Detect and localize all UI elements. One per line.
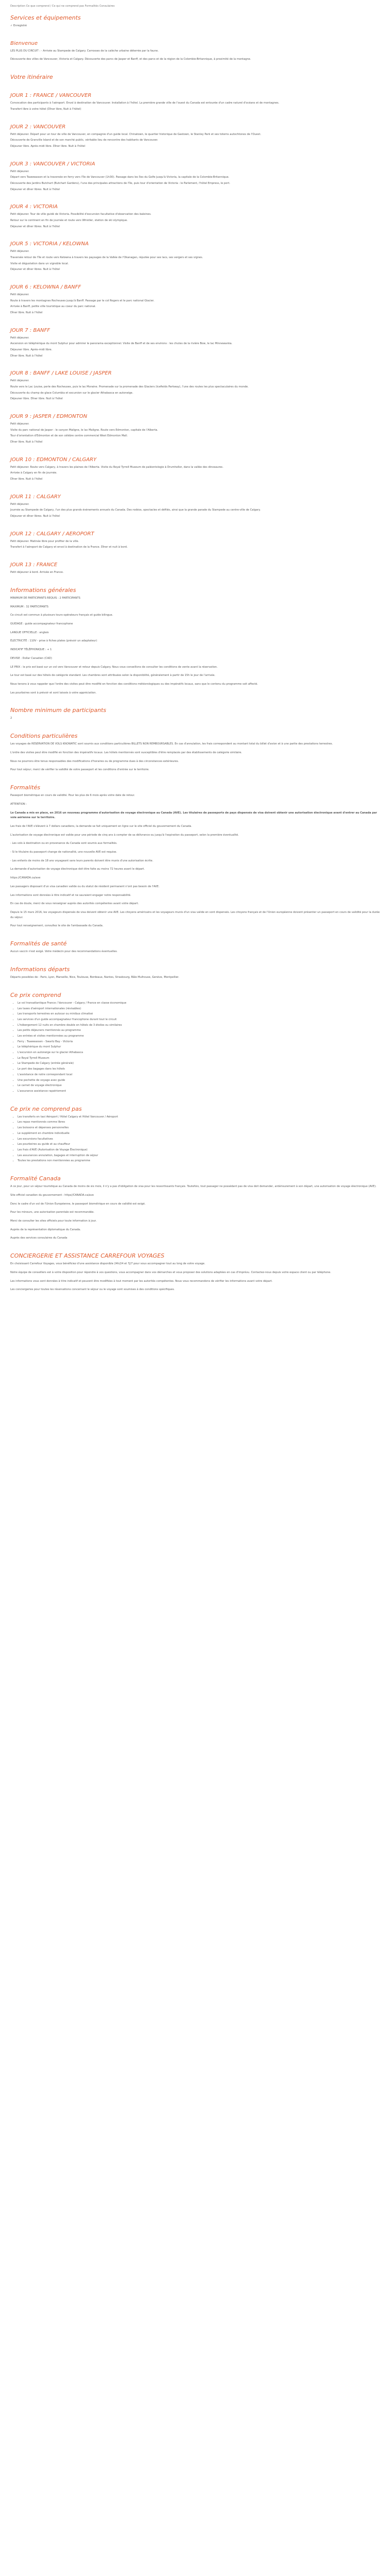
day-text: Déjeuner libre. Après-midi libre. [10, 348, 53, 352]
day-text: Convocation des participants à l'aéroport. Envol à destination de Vancouver. Installation à l'hôtel. La première grande ville de l'ouest du Canada est entourée d'un cadre naturel d'océans et de montagnes. [10, 101, 280, 105]
bienvenue-p2: Découverte des villes de Vancouver, Victoria et Calgary. Découverte des parcs de Jasper et Banff, et des parcs et de la région de la Colombie-Britannique, à proximité de la montagne. [10, 58, 251, 61]
form-p13: Depuis le 15 mars 2016, les voyageurs dispensés de visa doivent obtenir une AVE. Les citoyens américains et les voyageurs munis d'un visa valide en sont dispensés. Les citoyens français et de l'Union européenne doivent présenter un passeport en cours de validité pour la durée du séjour. [10, 910, 380, 919]
day-text: Arrivée à Banff, petite ville touristique au coeur du parc national. [10, 305, 96, 309]
cond-p2: L'ordre des visites peut être modifié en fonction des impératifs locaux. Les hôtels mentionnés sont susceptibles d'être remplacés par des établissements de catégorie similaire. [10, 751, 242, 755]
day-text: Déjeuner libre. Après-midi libre. Dîner libre. Nuit à l'hôtel [10, 144, 86, 148]
day-text: Déjeuner et dîner libres. Nuit à l'hôtel [10, 268, 60, 272]
list-item: • Le téléphérique du mont Sulphur [18, 1045, 381, 1050]
itinerary-day [10, 204, 381, 229]
day-text: Déjeuner et dîner libres. Nuit à l'hôtel [10, 225, 60, 228]
list-item: • Les entrées et visites mentionnées au programme [18, 1034, 381, 1039]
day-text: Ascension en téléphérique du mont Sulphur pour admirer le panorama exceptionnel. Visite de Banff et de ses environs : les chutes de la rivière Bow, le lac Minnewanka. [10, 342, 233, 346]
infos-p8: DEVISE : Dollar Canadien (CAD) [10, 656, 52, 660]
cond-p4: Pour tout séjour, merci de vérifier la validité de votre passeport et les conditions d'entrée sur le territoire. [10, 768, 150, 772]
infos-p3: Ce circuit est commun à plusieurs tours-opérateurs français et guide bilingue. [10, 614, 113, 617]
itinerary-day [10, 327, 381, 359]
list-item: • Les petits déjeuners mentionnés au programme [18, 1028, 381, 1033]
departs-heading: Informations départs [10, 965, 70, 973]
infos-p10: Le tour est basé sur des hôtels de catégorie standard. Les chambres sont attribuées selon la disponibilité, généralement à partir de 15h le jour de l'arrivée. [10, 674, 216, 677]
infos-p1: MINIMUM DE PARTICIPANTS REQUIS : 2 PARTICIPANTS [10, 597, 80, 600]
list-item: • Ferry : Tsawwassen - Swartz Bay - Victoria [18, 1040, 381, 1045]
bienvenue-heading: Bienvenue [10, 40, 38, 46]
excludes-list [10, 1115, 381, 1164]
cond-p3: Nous ne pourrons être tenus responsables des modifications d'horaires ou de programme dues à des circonstances extérieures. [10, 759, 179, 763]
day-text: Journée au Stampede de Calgary, l'un des plus grands évènements annuels du Canada. Des rodéos, spectacles et défilés, ainsi que la grande parade du Stampede au centre-ville de Calgary. [10, 509, 261, 512]
day-text: Découverte de Granville Island et de son marché public, véritable lieu de rencontre des habitants de Vancouver. [10, 139, 158, 142]
day-title: JOUR 5 : VICTORIA / KELOWNA [10, 241, 89, 247]
day-text: Petit déjeuner. Matinée libre pour profiter de la ville. [10, 539, 79, 543]
assist-p3: Les informations vous sont données à titre indicatif et peuvent être modifiées à tout moment par les autorités compétentes. Nous vous recommandons de vérifier les informations avant votre départ. [10, 1279, 273, 1283]
day-text: Petit déjeuner. Route vers Calgary, à travers les plaines de l'Alberta. Visite du Royal Tyrrell Museum de paléontologie à Drumheller, dans la vallée des dinosaures. [10, 465, 223, 469]
day-text: Petit déjeuner. Départ pour un tour de ville de Vancouver, en compagnie d'un guide local. Chinatown, le quartier historique de Gastown, le Stanley Park et ses totems autochtones de l'Ouest. [10, 132, 262, 136]
assist-p2: Notre équipe de conseillers est à votre disposition pour répondre à vos questions, vous accompagner dans vos démarches et vous proposer des solutions adaptées en cas d'imprévu. Contactez-nous depuis votre espace client ou par téléphone. [10, 1270, 331, 1274]
day-title: JOUR 10 : EDMONTON / CALGARY [10, 456, 96, 463]
list-item: • Le port des bagages dans les hôtels [18, 1067, 381, 1072]
form-p5: - Les vols à destination ou en provenance du Canada sont soumis aux formalités. [10, 842, 118, 845]
day-text: Transfert libre à votre hôtel (Dîner libre, Nuit à l'hôtel) [10, 107, 82, 111]
list-item: • Les frais d'AVE (Autorisation de Voyage Électronique) [18, 1148, 381, 1153]
list-item: • Le Stampede de Calgary (entrée générale) [18, 1061, 381, 1066]
infos-p9: LE PRIX : le prix est basé sur un vol vers Vancouver et retour depuis Calgary. Nous vous conseillons de consulter les conditions de vente avant la réservation. [10, 665, 218, 669]
itinerary-day [10, 413, 381, 445]
list-item: • Les pourboires au guide et au chauffeur [18, 1142, 381, 1147]
includes-list [10, 1001, 381, 1094]
itinerary-day [10, 161, 381, 193]
day-title: JOUR 8 : BANFF / LAKE LOUISE / JASPER [10, 370, 112, 377]
infos-heading: Informations générales [10, 586, 76, 594]
day-title: JOUR 3 : VANCOUVER / VICTORIA [10, 161, 95, 167]
list-item: • L'assurance assistance rapatriement [18, 1089, 381, 1094]
assist-p4: Les conciergeries pour toutes les réservations concernant le séjour ou le voyage sont soumises à des conditions spécifiques. [10, 1288, 175, 1292]
sante-heading: Formalités de santé [10, 940, 67, 947]
consul-p5: Merci de consulter les sites officiels pour toute information à jour. [10, 1219, 97, 1223]
min-value: 2 [10, 717, 12, 720]
day-title: JOUR 6 : KELOWNA / BANFF [10, 284, 81, 291]
day-text: Petit déjeuner. [10, 502, 29, 506]
sante-p1: Aucun vaccin n'est exigé. Votre médecin pour des recommandations éventuelles. [10, 950, 118, 954]
min-heading: Nombre minimum de participants [10, 707, 106, 714]
consul-p1: A ce jour, pour un séjour touristique au Canada de moins de six mois, il n'y a pas d'obligation de visa pour les ressortissants français. Toutefois, tout passager ne possédant pas de visa doit demander, antérieurement à son départ, une autorisation de voyage électronique (AVE). [10, 1185, 377, 1189]
form-p7: - Les enfants de moins de 18 ans voyageant sans leurs parents doivent être munis d'une autorisation écrite. [10, 859, 153, 862]
day-text: Visite et dégustation dans un vignoble local. [10, 262, 69, 265]
day-text: Petit déjeuner à bord. Arrivée en France. [10, 571, 64, 574]
day-text: Route vers le Lac Louise, perle des Rocheuses, puis le lac Moraine. Promenade sur la promenade des Glaciers (Icefields Parkway), l'une des routes les plus spectaculaires du monde. [10, 385, 249, 389]
list-item: • L'hébergement 12 nuits en chambre double en hôtels de 3 étoiles ou similaires [18, 1023, 381, 1028]
day-text: Déjeuner et dîner libres. Nuit à l'hôtel [10, 515, 60, 518]
list-item: • Les transferts en taxi Aéroport / Hôtel Calgary et Hôtel Vancouver / Aéroport [18, 1115, 381, 1120]
assistance-heading: CONCIERGERIE ET ASSISTANCE CARREFOUR VOYAGES [10, 1252, 165, 1259]
consul-p4: Pour les mineurs, une autorisation parentale est recommandée. [10, 1211, 94, 1214]
day-title: JOUR 12 : CALGARY / AEROPORT [10, 531, 94, 537]
day-text: Découverte des Jardins Butchart (Butchart Gardens), l'une des principales attractions de l'île, puis tour d'orientation de Victoria : le Parlement, l'hôtel Empress, le port. [10, 181, 231, 185]
list-item: • Les taxes d'aéroport internationales (révisables) [18, 1007, 381, 1012]
services-heading: Services et équipements [10, 14, 81, 21]
day-text: Traversée retour de l'île et route vers Kelowna à travers les paysages de la Vallée de l'Okanagan, réputée pour ses lacs, ses vergers et ses vignes. [10, 256, 203, 260]
infos-p5: LANGUE OFFICIELLE : anglais [10, 631, 49, 634]
form-p8: La demande d'autorisation de voyage électronique doit être faite au moins 72 heures avant le départ. [10, 868, 145, 871]
day-text: Départ vers Tsawwassen et la traversée en ferry vers l'île de Vancouver (1h30). Passage dans les îles du Golfe jusqu'à Victoria, la capitale de la Colombie-Britannique. [10, 176, 230, 179]
list-item: • Les excursions facultatives [18, 1137, 381, 1142]
list-item: • Le supplément en chambre individuelle [18, 1131, 381, 1137]
day-text: Tour d'orientation d'Edmonton et de son célèbre centre commercial West Edmonton Mall. [10, 434, 128, 438]
excludes-heading: Ce prix ne comprend pas [10, 1105, 82, 1112]
includes-heading: Ce prix comprend [10, 991, 61, 998]
consul-p7: Auprès des services consulaires du Canada [10, 1236, 68, 1240]
cond-p1: Les voyages de RESERVATION DE VOLS KNOWATIC sont soumis aux conditions particulières BILLETS NON REMBOURSABLES. En cas d'annulation, les frais correspondent au montant total du billet d'avion et à une partie des prestations terrestres. [10, 742, 333, 746]
day-title: JOUR 11 : CALGARY [10, 494, 61, 500]
bienvenue-p1: LES PLUS DU CIRCUIT : - Arrivée au Stampede de Calgary. Carrosses de la calèche urbaine déterrée par la faune. [10, 49, 159, 53]
day-text: Dîner libre. Nuit à l'hôtel [10, 311, 43, 315]
form-p10: Les passagers disposant d'un visa canadien valide ou du statut de résident permanent n'ont pas besoin de l'AVE. [10, 885, 159, 888]
day-text: Déjeuner et dîner libres. Nuit à l'hôtel [10, 188, 60, 191]
consul-p6: Auprès de la représentation diplomatique du Canada. [10, 1228, 81, 1231]
itinerary-day [10, 241, 381, 273]
day-text: Route à travers les montagnes Rocheuses jusqu'à Banff. Passage par le col Rogers et le parc national Glacier. [10, 299, 155, 302]
itinerary-day [10, 531, 381, 550]
assist-p1: En choisissant Carrefour Voyages, vous bénéficiez d'une assistance disponible 24h/24 et 7j/7 pour vous accompagner tout au long de votre voyage. [10, 1262, 205, 1266]
list-item: • Les transports terrestres en autocar ou minibus climatisé [18, 1012, 381, 1017]
form-p2: Le Canada a mis en place, en 2016 un nouveau programme d'autorisation de voyage électronique au Canada (AVE). Les titulaires de passeports de pays dispensés de visa doivent obtenir une autorisation électronique avant d'entrer au Canada par voie aérienne sur le territoire. [10, 811, 377, 820]
itinerary [10, 92, 381, 575]
day-text: Transfert à l'aéroport de Calgary et envol à destination de la France. Dîner et nuit à bord. [10, 546, 128, 549]
day-text: Dîner libre. Nuit à l'hôtel [10, 354, 43, 358]
day-text: Déjeuner libre. Dîner libre. Nuit à l'hôtel [10, 397, 63, 401]
list-item: • L'assistance de notre correspondant local [18, 1073, 381, 1078]
conditions-heading: Conditions particulières [10, 733, 78, 740]
day-title: JOUR 1 : FRANCE / VANCOUVER [10, 93, 92, 99]
list-item: • Le Royal Tyrrell Museum [18, 1056, 381, 1061]
infos-p12: Les pourboires sont à prévoir et sont laissés à votre appréciation. [10, 691, 96, 694]
list-item: • Une pochette de voyage avec guide [18, 1078, 381, 1083]
infos-p7: INDICATIF TÉLÉPHONIQUE : + 1 [10, 648, 52, 652]
day-text: Visite du parc national de Jasper : le canyon Maligne, le lac Maligne. Route vers Edmonton, capitale de l'Alberta. [10, 428, 158, 432]
list-item: • Les boissons et dépenses personnelles [18, 1126, 381, 1131]
day-text: Découverte du champ de glace Columbia et excursion sur le glacier Athabasca en autoneige. [10, 391, 134, 395]
day-text: Arrivée à Calgary en fin de journée. [10, 471, 57, 475]
list-item: • Toutes les prestations non mentionnées au programme [18, 1159, 381, 1164]
day-text: Petit déjeuner. [10, 336, 29, 340]
consul-p2: Site officiel canadien du gouvernement : https//CANADA.ca/ave [10, 1193, 94, 1197]
day-text: Dîner libre. Nuit à l'hôtel [10, 478, 43, 481]
itinerary-day [10, 284, 381, 316]
infos-p2: MAXIMUM : 32 PARTICIPANTS [10, 605, 48, 608]
list-item: • Les assurances annulation, bagages et interruption de séjour [18, 1154, 381, 1159]
day-title: JOUR 7 : BANFF [10, 327, 51, 333]
list-item: • Les services d'un guide accompagnateur francophone durant tout le circuit [18, 1018, 381, 1023]
itinerary-heading: Votre itinéraire [10, 73, 53, 80]
day-text: Petit déjeuner. [10, 422, 29, 426]
itinerary-day [10, 494, 381, 519]
day-title: JOUR 4 : VICTORIA [10, 204, 58, 210]
itinerary-day [10, 562, 381, 575]
day-text: Petit déjeuner. [10, 170, 29, 173]
itinerary-day [10, 370, 381, 402]
itinerary-day [10, 92, 381, 112]
list-item: • Le vol transatlantique France / Vancouver - Calgary / France en classe économique [18, 1001, 381, 1006]
services-sub: ✓ Enregistré [10, 24, 27, 27]
form-link[interactable]: https://CANADA.ca/ave [10, 876, 41, 880]
day-text: Petit déjeuner. [10, 250, 29, 253]
day-title: JOUR 9 : JASPER / EDMONTON [10, 414, 87, 420]
consular-heading: Formalité Canada [10, 1175, 61, 1182]
infos-p11: Nous tenons à vous rappeler que l'ordre des visites peut être modifié en fonction des conditions météorologiques ou des impératifs locaux, sans que le contenu du programme soit affecté. [10, 682, 258, 686]
infos-p6: ÉLECTRICITÉ : 110V - prise à fiches plates (prévoir un adaptateur) [10, 639, 97, 643]
form-p1: Passeport biométrique en cours de validité. Pour les plus de 6 mois après votre date de retour. [10, 794, 135, 798]
day-text: Retour sur le continent en fin de journée et route vers Whistler, station de ski olympique. [10, 219, 128, 222]
itinerary-day [10, 456, 381, 482]
itinerary-day [10, 124, 381, 149]
departs-p1: Départs possibles de : Paris, Lyon, Marseille, Nice, Toulouse, Bordeaux, Nantes, Strasbourg, Bâle Mulhouse, Genève, Montpellier. [10, 976, 180, 979]
intro-line: Description Ce que comprend / Ce qui ne comprend pas Formalités Consulaires [10, 5, 115, 8]
day-text: Petit déjeuner. Tour de ville guidé de Victoria. Possibilité d'excursion facultative d'observation des baleines. [10, 213, 152, 216]
day-text: Dîner libre. Nuit à l'hôtel [10, 440, 43, 444]
form-p14: Pour tout renseignement, consultez le site de l'ambassade du Canada. [10, 924, 104, 928]
list-item: • Le carnet de voyage électronique [18, 1083, 381, 1089]
formalites-heading: Formalités [10, 784, 40, 791]
infos-p4: GUIDAGE : guide accompagnateur francophone [10, 622, 73, 626]
form-p12: En cas de doute, merci de vous renseigner auprès des autorités compétentes avant votre départ. [10, 902, 139, 906]
attention-label: ATTENTION : [10, 803, 27, 806]
form-p4: L'autorisation de voyage électronique est valide pour une période de cinq ans à compter de sa délivrance ou jusqu'à l'expiration du passeport, selon la première éventualité. [10, 833, 239, 837]
list-item: • Les repas mentionnés comme libres [18, 1120, 381, 1125]
day-text: Petit déjeuner. [10, 293, 29, 297]
day-text: Petit déjeuner. [10, 379, 29, 383]
list-item: • L'excursion en autoneige sur le glacier Athabasca [18, 1050, 381, 1056]
day-title: JOUR 2 : VANCOUVER [10, 124, 66, 130]
form-p11: Les informations sont données à titre indicatif et ne sauraient engager notre responsabilité. [10, 893, 132, 897]
consul-p3: Donc le cadre d'un vol de l'Union Européenne, le passeport biométrique en cours de validité est exigé. [10, 1202, 145, 1206]
day-title: JOUR 13 : FRANCE [10, 562, 58, 568]
form-p6: - Si le titulaire du passeport change de nationalité, une nouvelle AVE est requise. [10, 851, 117, 854]
form-p3: Les frais de l'AVE s'élèvent à 7 dollars canadiens, la demande se fait uniquement en ligne sur le site officiel du gouvernement du Canada. [10, 825, 192, 828]
